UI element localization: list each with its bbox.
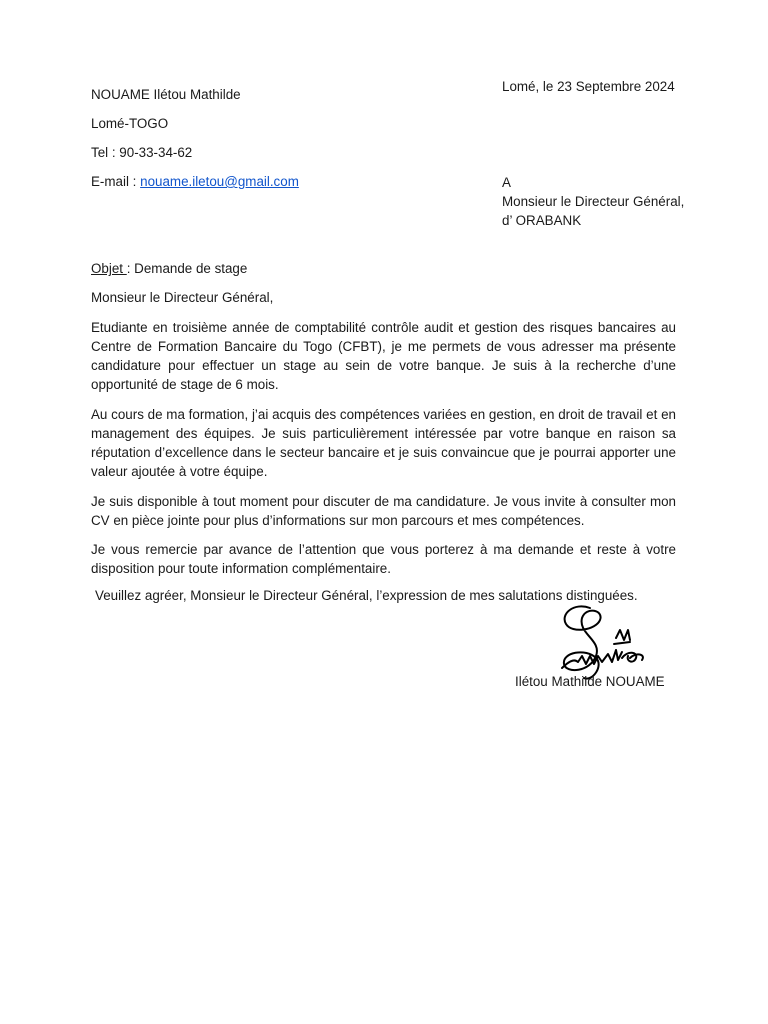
salutation: Monsieur le Directeur Général, — [91, 290, 274, 305]
email-link[interactable]: nouame.iletou@gmail.com — [140, 174, 299, 189]
date-line: Lomé, le 23 Septembre 2024 — [502, 79, 675, 94]
signatory-name: Ilétou Mathilde NOUAME — [515, 674, 665, 689]
sender-city: Lomé-TOGO — [91, 116, 169, 131]
closing-formula: Veuillez agréer, Monsieur le Directeur Général, l’expression de mes salutations distinguées. — [95, 588, 638, 603]
recipient-line2: d’ ORABANK — [502, 213, 582, 228]
phone-value: 90-33-34-62 — [119, 145, 193, 160]
paragraph-4: Je vous remercie par avance de l’attention que vous porterez à ma demande et reste à votre disposition pour toute information complémentaire. — [91, 542, 676, 576]
recipient-line1: Monsieur le Directeur Général, — [502, 194, 685, 209]
sender-email — [91, 174, 299, 189]
recipient-prefix: A — [502, 175, 511, 190]
sender-name: NOUAME Ilétou Mathilde — [91, 87, 241, 102]
paragraph-1: Etudiante en troisième année de comptabilité contrôle audit et gestion des risques bancaires au Centre de Formation Bancaire du Togo (CFBT), je me permets de vous adresser ma présente candidature pour effectuer un stage au sein de votre banque. Je suis à la recherche d’une opportunité de stage de 6 mois. — [91, 320, 676, 392]
subject-label: Objet — [91, 261, 127, 276]
paragraph-2: Au cours de ma formation, j’ai acquis des compétences variées en gestion, en droit de travail et en management des équipes. Je suis particulièrement intéressée par votre banque en raison sa réputation d’excellence dans le secteur bancaire et je suis convaincue que je pourrai apporter une valeur ajoutée à votre équipe. — [91, 407, 676, 479]
paragraph-3: Je suis disponible à tout moment pour discuter de ma candidature. Je vous invite à consulter mon CV en pièce jointe pour plus d’informations sur mon parcours et mes compétences. — [91, 494, 676, 528]
sender-phone — [91, 145, 192, 160]
subject-line — [91, 261, 247, 276]
phone-label: Tel : — [91, 145, 116, 160]
email-label: E-mail : — [91, 174, 137, 189]
subject-text: : Demande de stage — [126, 261, 248, 276]
handwritten-signature — [556, 600, 648, 684]
